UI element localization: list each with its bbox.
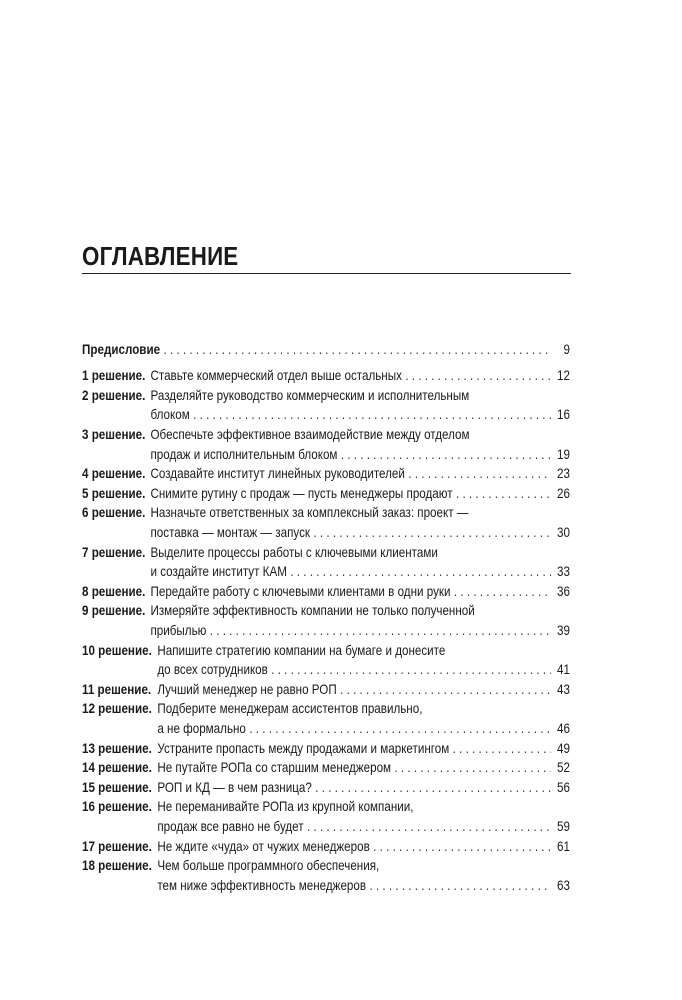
toc-entry-title: а не формально bbox=[157, 720, 246, 736]
toc-entry-line bbox=[82, 739, 570, 759]
toc-entry-title: Лучший менеджер не равно РОП bbox=[157, 681, 337, 697]
toc-entry-number: 10 решение. bbox=[82, 642, 152, 658]
toc-entry-title: блоком bbox=[150, 407, 190, 423]
toc-entry-line bbox=[82, 445, 570, 465]
dot-leader bbox=[405, 366, 551, 386]
toc-page-number: 30 bbox=[556, 524, 570, 540]
toc-entry-number: 2 решение. bbox=[82, 387, 146, 403]
dot-leader bbox=[456, 484, 551, 504]
toc-page-number: 9 bbox=[563, 342, 570, 357]
toc-entry-title: Напишите стратегию компании на бумаге и донесите bbox=[157, 642, 446, 658]
toc-entry-line bbox=[82, 425, 570, 445]
toc-entry-line bbox=[82, 503, 570, 523]
toc-entry-title: Устраните пропасть между продажами и маркетингом bbox=[157, 740, 450, 756]
toc-entry-title: Подберите менеджерам ассистентов правильно, bbox=[157, 701, 423, 717]
toc-entry-line bbox=[82, 543, 570, 563]
toc-page-number: 23 bbox=[556, 466, 570, 482]
toc-entry-title: и создайте институт КАМ bbox=[150, 564, 287, 580]
toc-entry-number: Предисловие bbox=[82, 342, 161, 357]
toc-entry-title: Чем больше программного обеспечения, bbox=[157, 858, 380, 874]
dot-leader bbox=[164, 340, 552, 360]
toc-entry-title: до всех сотрудников bbox=[157, 662, 268, 678]
dot-leader bbox=[408, 464, 551, 484]
toc-entry-title: Выделите процессы работы с ключевыми клиентами bbox=[150, 544, 438, 560]
toc-entry-number: 18 решение. bbox=[82, 858, 152, 874]
toc-entry-number: 13 решение. bbox=[82, 740, 152, 756]
toc-page-number: 43 bbox=[556, 681, 570, 697]
toc-entry-line bbox=[82, 660, 570, 680]
toc-page-number: 52 bbox=[556, 760, 570, 776]
toc-entry-line bbox=[82, 797, 570, 817]
dot-leader bbox=[453, 739, 551, 759]
toc-entry-line bbox=[82, 386, 570, 406]
toc-entry-line bbox=[82, 405, 570, 425]
toc-page-number: 49 bbox=[556, 740, 570, 756]
dot-leader bbox=[315, 778, 551, 798]
toc-entry-line bbox=[82, 621, 570, 641]
dot-leader bbox=[341, 445, 551, 465]
dot-leader bbox=[249, 719, 551, 739]
toc-entry-number: 7 решение. bbox=[82, 544, 146, 560]
toc-entry-line bbox=[82, 719, 570, 739]
dot-leader bbox=[210, 621, 551, 641]
toc-entry-title: РОП и КД — в чем разница? bbox=[157, 779, 312, 795]
toc-page-number: 36 bbox=[556, 583, 570, 599]
dot-leader bbox=[290, 562, 551, 582]
toc-entry-number: 15 решение. bbox=[82, 779, 152, 795]
toc-entry-title: Измеряйте эффективность компании не только полученной bbox=[150, 603, 475, 619]
toc-entry-title: Назначьте ответственных за комплексный заказ: проект — bbox=[150, 505, 469, 521]
toc-page-number: 46 bbox=[556, 720, 570, 736]
toc-entry-line bbox=[82, 523, 570, 543]
toc-page-number: 16 bbox=[556, 407, 570, 423]
toc-page-number: 33 bbox=[556, 564, 570, 580]
toc-entry-title: Ставьте коммерческий отдел выше остальных bbox=[150, 368, 402, 384]
dot-leader bbox=[313, 523, 551, 543]
title-underline bbox=[82, 273, 571, 274]
toc-entry-title: Не переманивайте РОПа из крупной компании, bbox=[157, 799, 414, 815]
toc-entry-number: 4 решение. bbox=[82, 466, 146, 482]
toc-entry-line bbox=[82, 876, 570, 896]
toc-entry-preface bbox=[82, 340, 570, 360]
toc-entry-title: продаж все равно не будет bbox=[157, 818, 304, 834]
toc-entry-line bbox=[82, 817, 570, 837]
toc-page-number: 59 bbox=[556, 818, 570, 834]
dot-leader bbox=[307, 817, 551, 837]
toc-entry-title: Разделяйте руководство коммерческим и исполнительным bbox=[150, 387, 470, 403]
toc-entry-number: 6 решение. bbox=[82, 505, 146, 521]
dot-leader bbox=[394, 758, 551, 778]
toc-entry-title: Передайте работу с ключевыми клиентами в одни руки bbox=[150, 583, 451, 599]
toc-entry-number: 16 решение. bbox=[82, 799, 152, 815]
toc-entry-number: 11 решение. bbox=[82, 681, 152, 697]
dot-leader bbox=[373, 837, 551, 857]
toc-entry-title: продаж и исполнительным блоком bbox=[150, 446, 338, 462]
page-title: ОГЛАВЛЕНИЕ bbox=[82, 241, 239, 271]
toc-entry-line bbox=[82, 484, 570, 504]
toc-entry-line bbox=[82, 601, 570, 621]
toc-entry-number: 12 решение. bbox=[82, 701, 152, 717]
toc-page-number: 56 bbox=[556, 779, 570, 795]
toc-page-number: 19 bbox=[556, 446, 570, 462]
toc-entry-title: Создавайте институт линейных руководителей bbox=[150, 466, 405, 482]
dot-leader bbox=[340, 680, 551, 700]
toc-entry-number: 14 решение. bbox=[82, 760, 152, 776]
toc-entry-line bbox=[82, 366, 570, 386]
toc-entry-title: Не путайте РОПа со старшим менеджером bbox=[157, 760, 392, 776]
toc-entry-line bbox=[82, 562, 570, 582]
toc-entry-number: 9 решение. bbox=[82, 603, 146, 619]
toc-entry-line bbox=[82, 582, 570, 602]
toc-entry-line bbox=[82, 778, 570, 798]
toc-entry-title: тем ниже эффективность менеджеров bbox=[157, 877, 367, 893]
toc-entry-number: 5 решение. bbox=[82, 485, 146, 501]
dot-leader bbox=[454, 582, 551, 602]
toc-entry-title: поставка — монтаж — запуск bbox=[150, 524, 311, 540]
toc-page-number: 63 bbox=[556, 877, 570, 893]
dot-leader bbox=[193, 405, 551, 425]
toc-page-number: 41 bbox=[556, 662, 570, 678]
toc-entry-number: 17 решение. bbox=[82, 838, 152, 854]
toc-entry-line bbox=[82, 699, 570, 719]
toc-page-number: 39 bbox=[556, 622, 570, 638]
toc-page-number: 12 bbox=[556, 368, 570, 384]
toc-entry-title: Обеспечьте эффективное взаимодействие между отделом bbox=[150, 426, 470, 442]
toc-entry-number: 8 решение. bbox=[82, 583, 146, 599]
toc-entry-line bbox=[82, 837, 570, 857]
toc-entry-number: 1 решение. bbox=[82, 368, 146, 384]
toc-entry-title: прибылью bbox=[150, 622, 207, 638]
toc-entry-line bbox=[82, 680, 570, 700]
toc-page-number: 61 bbox=[556, 838, 570, 854]
toc-entry-line bbox=[82, 856, 570, 876]
toc-entry-number: 3 решение. bbox=[82, 426, 146, 442]
toc-entry-title: Снимите рутину с продаж — пусть менеджеры продают bbox=[150, 485, 453, 501]
toc-page-number: 26 bbox=[556, 485, 570, 501]
dot-leader bbox=[271, 660, 551, 680]
toc-entry-line bbox=[82, 464, 570, 484]
dot-leader bbox=[369, 876, 551, 896]
toc-entry-title: Не ждите «чуда» от чужих менеджеров bbox=[157, 838, 370, 854]
toc-entry-line bbox=[82, 641, 570, 661]
toc-entry-line bbox=[82, 758, 570, 778]
